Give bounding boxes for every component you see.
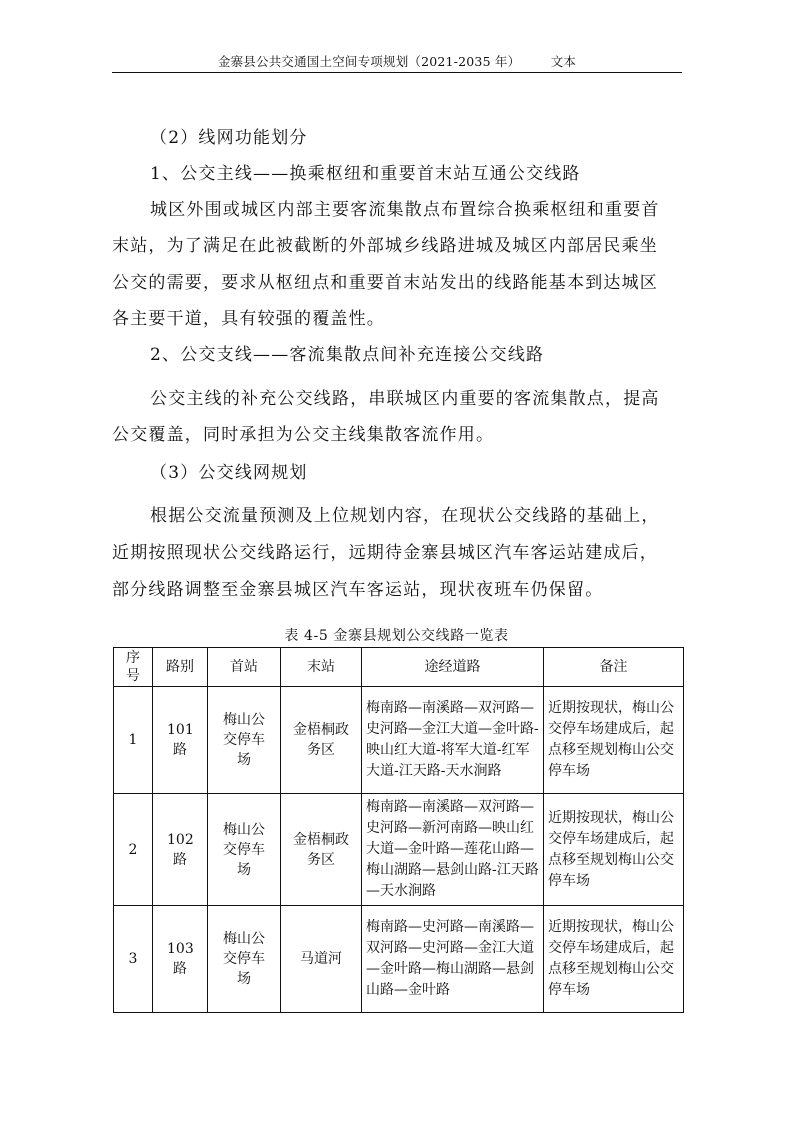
col-header-start: 首站	[208, 648, 281, 687]
cell-note: 近期按现状，梅山公交停车场建成后，起点移至规划梅山公交停车场	[544, 794, 684, 906]
cell-route: 梅南路—南溪路—双河路—史河路—新河南路—映山红大道—金叶路—莲花山路—梅山湖路—悬剑山路-江天路—天水涧路	[362, 794, 544, 906]
cell-note: 近期按现状，梅山公交停车场建成后，起点移至规划梅山公交停车场	[544, 687, 684, 794]
table-row	[114, 794, 684, 906]
network-text-2: 近期按照现状公交线路运行，远期待金寨县城区汽车客运站建成后，	[112, 543, 658, 563]
page-header	[112, 52, 682, 70]
branch-line-text-2: 公交覆盖，同时承担为公交主线集散客流作用。	[112, 425, 495, 445]
col-header-line: 路别	[153, 648, 208, 687]
cell-no: 3	[114, 906, 153, 1013]
heading-function: （2）线网功能划分	[150, 128, 308, 148]
header-section: 文本	[550, 54, 577, 69]
bus-routes-table	[113, 647, 684, 1013]
cell-line: 101路	[153, 687, 208, 794]
col-header-no: 序号	[114, 648, 153, 687]
heading-network: （3）公交线网规划	[150, 463, 308, 483]
header-rule	[112, 72, 682, 73]
cell-no: 1	[114, 687, 153, 794]
table-row	[114, 906, 684, 1013]
cell-end: 马道河	[281, 906, 362, 1013]
table-row	[114, 687, 684, 794]
table-caption: 表 4-5 金寨县规划公交线路一览表	[284, 628, 509, 644]
cell-end: 金梧桐政务区	[281, 794, 362, 906]
col-header-route: 途经道路	[362, 648, 544, 687]
branch-line-text-1: 公交主线的补充公交线路，串联城区内重要的客流集散点，提高	[150, 389, 660, 409]
col-header-end: 末站	[281, 648, 362, 687]
heading-branch-line: 2、公交支线——客流集散点间补充连接公交线路	[150, 345, 545, 365]
main-line-text-2: 末站，为了满足在此被截断的外部城乡线路进城及城区内部居民乘坐	[112, 236, 658, 256]
main-line-text-1: 城区外围或城区内部主要客流集散点布置综合换乘枢纽和重要首	[150, 200, 660, 220]
header-title: 金寨县公共交通国土空间专项规划（2021-2035 年）	[217, 54, 521, 69]
cell-note: 近期按现状，梅山公交停车场建成后，起点移至规划梅山公交停车场	[544, 906, 684, 1013]
cell-start: 梅山公交停车场	[208, 906, 281, 1013]
col-header-note: 备注	[544, 648, 684, 687]
cell-route: 梅南路—史河路—南溪路—双河路—史河路—金江大道—金叶路—梅山湖路—悬剑山路—金叶路	[362, 906, 544, 1013]
cell-line: 102路	[153, 794, 208, 906]
cell-line: 103路	[153, 906, 208, 1013]
cell-start: 梅山公交停车场	[208, 794, 281, 906]
main-line-text-4: 各主要干道，具有较强的覆盖性。	[112, 309, 385, 329]
heading-main-line: 1、公交主线——换乘枢纽和重要首末站互通公交线路	[150, 164, 581, 184]
cell-end: 金梧桐政务区	[281, 687, 362, 794]
network-text-1: 根据公交流量预测及上位规划内容，在现状公交线路的基础上，	[150, 506, 660, 526]
cell-start: 梅山公交停车场	[208, 687, 281, 794]
main-line-text-3: 公交的需要，要求从枢纽点和重要首末站发出的线路能基本到达城区	[112, 273, 658, 293]
table-header-row	[114, 648, 684, 687]
cell-no: 2	[114, 794, 153, 906]
cell-route: 梅南路—南溪路—双河路—史河路—金江大道—金叶路-映山红大道-将军大道-红军大道-江天路-天水涧路	[362, 687, 544, 794]
network-text-3: 部分线路调整至金寨县城区汽车客运站，现状夜班车仍保留。	[112, 580, 604, 600]
